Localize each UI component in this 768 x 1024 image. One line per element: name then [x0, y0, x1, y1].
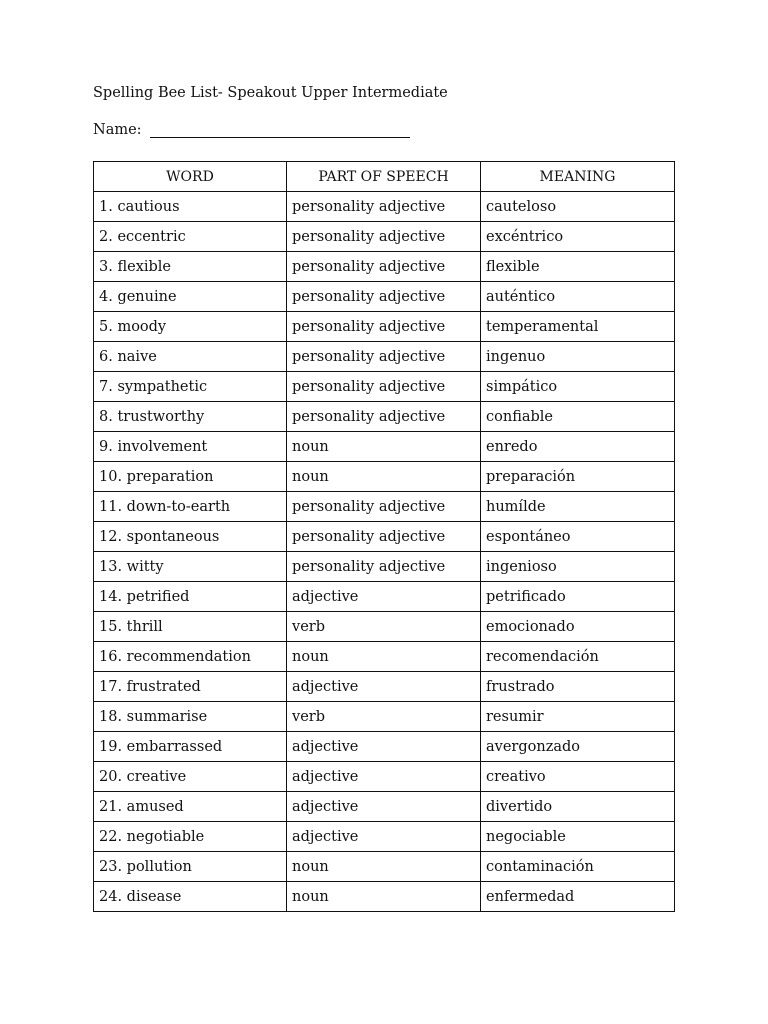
meaning-cell: auténtico	[481, 282, 675, 312]
table-row	[94, 192, 675, 222]
word-cell: 13. witty	[94, 552, 287, 582]
part-of-speech-cell: personality adjective	[287, 522, 481, 552]
part-of-speech-cell: adjective	[287, 792, 481, 822]
part-of-speech-cell: personality adjective	[287, 312, 481, 342]
part-of-speech-cell: personality adjective	[287, 492, 481, 522]
meaning-cell: humílde	[481, 492, 675, 522]
table-header-row	[94, 162, 675, 192]
part-of-speech-cell: personality adjective	[287, 252, 481, 282]
meaning-cell: emocionado	[481, 612, 675, 642]
meaning-cell: avergonzado	[481, 732, 675, 762]
part-of-speech-cell: personality adjective	[287, 372, 481, 402]
part-of-speech-cell: adjective	[287, 582, 481, 612]
table-row	[94, 672, 675, 702]
part-of-speech-cell: personality adjective	[287, 222, 481, 252]
table-row	[94, 522, 675, 552]
word-cell: 22. negotiable	[94, 822, 287, 852]
meaning-cell: recomendación	[481, 642, 675, 672]
column-header-part-of-speech: PART OF SPEECH	[287, 162, 481, 192]
meaning-cell: preparación	[481, 462, 675, 492]
table-row	[94, 372, 675, 402]
word-cell: 1. cautious	[94, 192, 287, 222]
part-of-speech-cell: adjective	[287, 672, 481, 702]
meaning-cell: excéntrico	[481, 222, 675, 252]
word-cell: 9. involvement	[94, 432, 287, 462]
meaning-cell: confiable	[481, 402, 675, 432]
part-of-speech-cell: noun	[287, 462, 481, 492]
word-cell: 11. down-to-earth	[94, 492, 287, 522]
word-cell: 7. sympathetic	[94, 372, 287, 402]
table-row	[94, 792, 675, 822]
table-row	[94, 462, 675, 492]
part-of-speech-cell: personality adjective	[287, 402, 481, 432]
table-row	[94, 612, 675, 642]
word-cell: 16. recommendation	[94, 642, 287, 672]
part-of-speech-cell: noun	[287, 852, 481, 882]
spelling-table	[93, 161, 675, 912]
part-of-speech-cell: noun	[287, 432, 481, 462]
name-line	[93, 121, 410, 138]
word-cell: 3. flexible	[94, 252, 287, 282]
table-row	[94, 702, 675, 732]
part-of-speech-cell: noun	[287, 642, 481, 672]
word-cell: 14. petrified	[94, 582, 287, 612]
meaning-cell: creativo	[481, 762, 675, 792]
table-row	[94, 252, 675, 282]
table-row	[94, 342, 675, 372]
table-body	[94, 192, 675, 912]
name-label: Name:	[93, 122, 142, 138]
word-cell: 24. disease	[94, 882, 287, 912]
table-row	[94, 432, 675, 462]
word-cell: 21. amused	[94, 792, 287, 822]
part-of-speech-cell: personality adjective	[287, 552, 481, 582]
table-row	[94, 732, 675, 762]
part-of-speech-cell: adjective	[287, 732, 481, 762]
meaning-cell: divertido	[481, 792, 675, 822]
word-cell: 6. naive	[94, 342, 287, 372]
table-row	[94, 222, 675, 252]
table-row	[94, 822, 675, 852]
meaning-cell: simpático	[481, 372, 675, 402]
meaning-cell: ingenioso	[481, 552, 675, 582]
meaning-cell: temperamental	[481, 312, 675, 342]
table-row	[94, 882, 675, 912]
meaning-cell: enfermedad	[481, 882, 675, 912]
word-cell: 18. summarise	[94, 702, 287, 732]
name-blank-field[interactable]	[150, 121, 410, 138]
meaning-cell: cauteloso	[481, 192, 675, 222]
word-cell: 8. trustworthy	[94, 402, 287, 432]
part-of-speech-cell: noun	[287, 882, 481, 912]
word-cell: 12. spontaneous	[94, 522, 287, 552]
column-header-meaning: MEANING	[481, 162, 675, 192]
part-of-speech-cell: personality adjective	[287, 192, 481, 222]
word-cell: 20. creative	[94, 762, 287, 792]
table-row	[94, 312, 675, 342]
word-cell: 19. embarrassed	[94, 732, 287, 762]
meaning-cell: negociable	[481, 822, 675, 852]
table-row	[94, 852, 675, 882]
column-header-word: WORD	[94, 162, 287, 192]
word-cell: 5. moody	[94, 312, 287, 342]
part-of-speech-cell: verb	[287, 702, 481, 732]
meaning-cell: flexible	[481, 252, 675, 282]
meaning-cell: espontáneo	[481, 522, 675, 552]
word-cell: 15. thrill	[94, 612, 287, 642]
meaning-cell: enredo	[481, 432, 675, 462]
table-row	[94, 762, 675, 792]
word-cell: 2. eccentric	[94, 222, 287, 252]
table-row	[94, 582, 675, 612]
document-title: Spelling Bee List- Speakout Upper Intermediate	[93, 85, 448, 101]
part-of-speech-cell: personality adjective	[287, 342, 481, 372]
table-row	[94, 402, 675, 432]
meaning-cell: frustrado	[481, 672, 675, 702]
table-row	[94, 642, 675, 672]
word-cell: 23. pollution	[94, 852, 287, 882]
word-cell: 17. frustrated	[94, 672, 287, 702]
word-cell: 10. preparation	[94, 462, 287, 492]
table-row	[94, 552, 675, 582]
meaning-cell: ingenuo	[481, 342, 675, 372]
meaning-cell: contaminación	[481, 852, 675, 882]
meaning-cell: petrificado	[481, 582, 675, 612]
word-cell: 4. genuine	[94, 282, 287, 312]
part-of-speech-cell: adjective	[287, 762, 481, 792]
part-of-speech-cell: adjective	[287, 822, 481, 852]
table-row	[94, 492, 675, 522]
part-of-speech-cell: personality adjective	[287, 282, 481, 312]
part-of-speech-cell: verb	[287, 612, 481, 642]
meaning-cell: resumir	[481, 702, 675, 732]
table-row	[94, 282, 675, 312]
